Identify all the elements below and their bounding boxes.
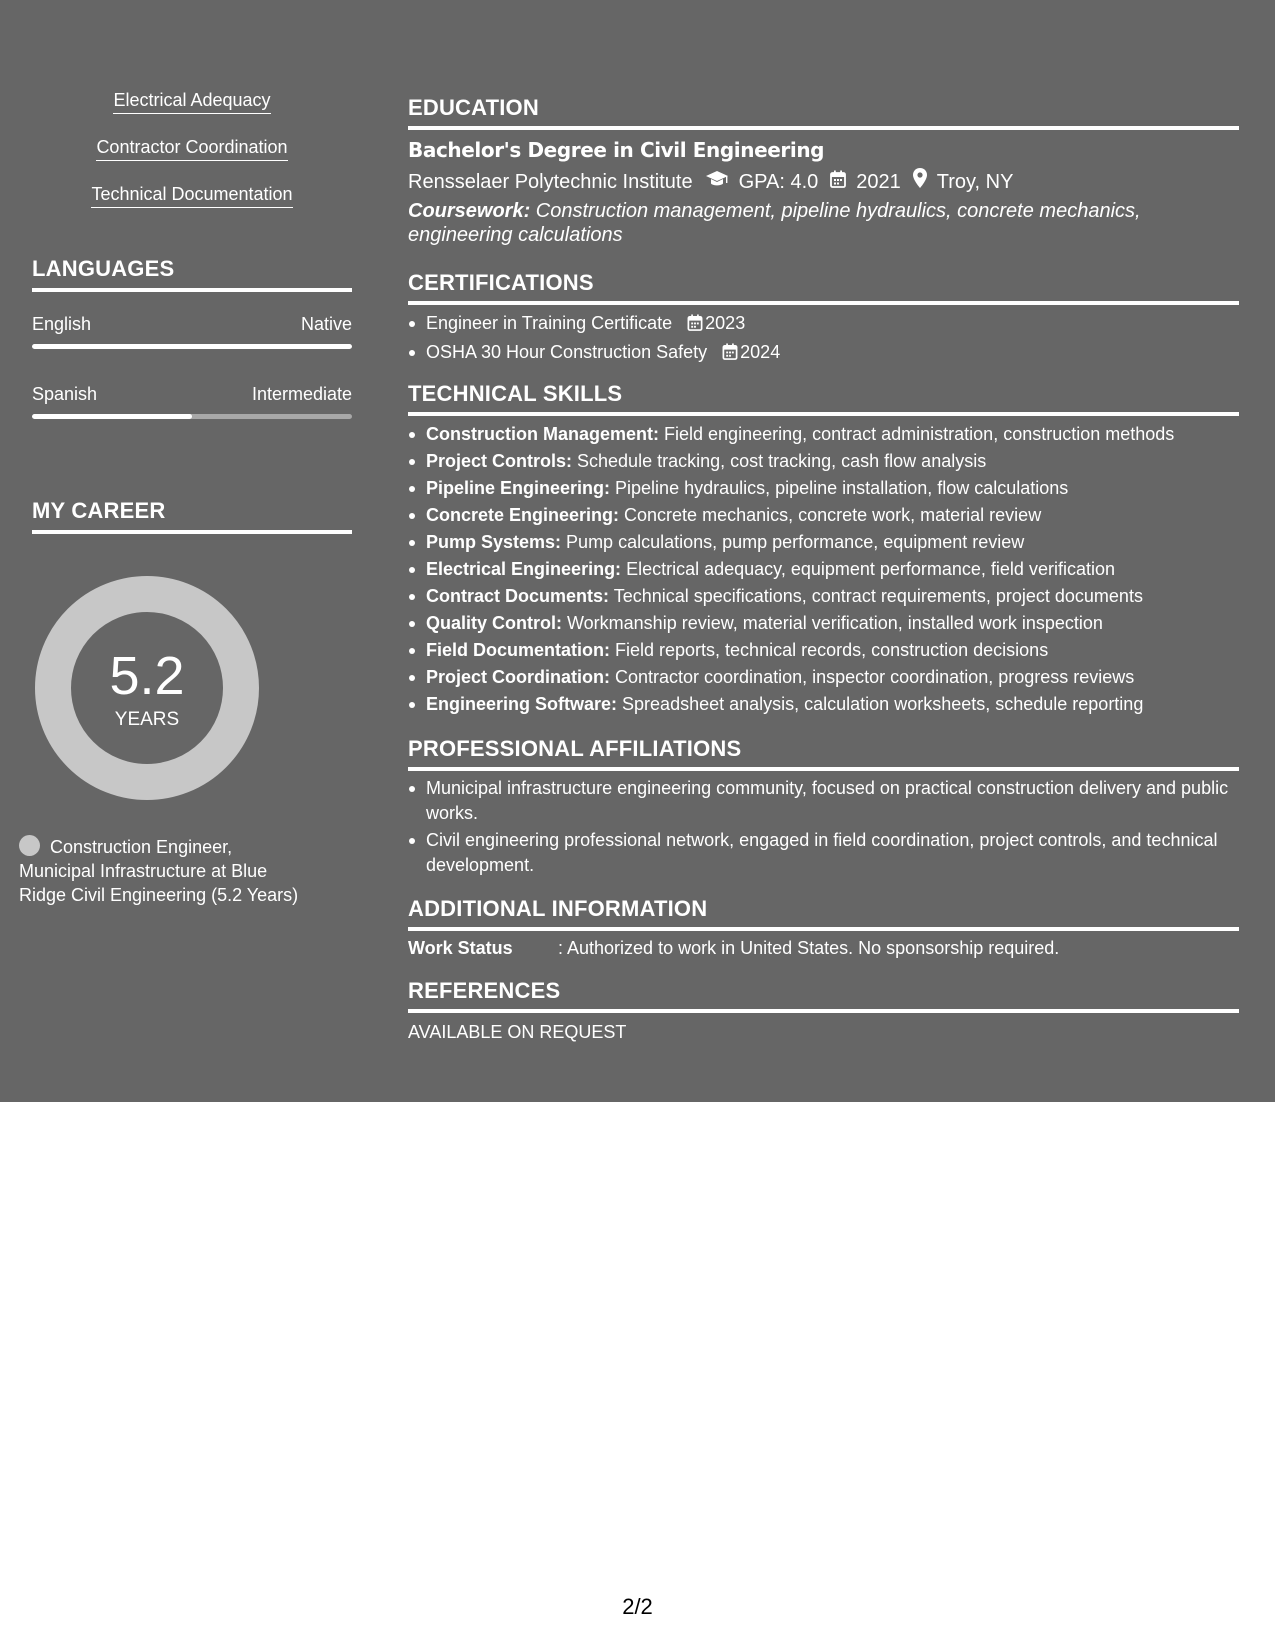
languages-title: LANGUAGES xyxy=(32,256,352,292)
certifications-title: CERTIFICATIONS xyxy=(408,269,1239,305)
technical-skill-label: Project Controls: xyxy=(426,451,573,471)
graduation-year: 2021 xyxy=(856,170,901,193)
technical-skill-item xyxy=(408,637,1239,664)
work-status-label: Work Status xyxy=(408,938,513,958)
technical-skill-text: Spreadsheet analysis, calculation worksheets, schedule reporting xyxy=(617,694,1144,714)
technical-skill-label: Quality Control: xyxy=(426,613,562,633)
certification-year: 2023 xyxy=(705,313,746,333)
technical-skill-text: Pipeline hydraulics, pipeline installation, flow calculations xyxy=(610,478,1069,498)
technical-skill-text: Electrical adequacy, equipment performance, field verification xyxy=(621,559,1115,579)
certification-name: OSHA 30 Hour Construction Safety xyxy=(426,342,708,362)
technical-skill-text: Concrete mechanics, concrete work, material review xyxy=(619,505,1042,525)
technical-skill-text: Schedule tracking, cost tracking, cash flow analysis xyxy=(572,451,987,471)
technical-skill-text: Workmanship review, material verification, installed work inspection xyxy=(562,613,1103,633)
skill-link[interactable]: Technical Documentation xyxy=(91,182,292,208)
school-location: Troy, NY xyxy=(936,170,1014,193)
career-legend-text: Construction Engineer, Municipal Infrastructure at Blue Ridge Civil Engineering (5.2 Years) xyxy=(19,837,299,905)
technical-skill-label: Engineering Software: xyxy=(426,694,618,714)
technical-skill-item xyxy=(408,610,1239,637)
technical-skill-label: Field Documentation: xyxy=(426,640,610,660)
references-text: AVAILABLE ON REQUEST xyxy=(408,1022,627,1042)
coursework-label: Coursework: xyxy=(408,200,531,222)
affiliations-title: PROFESSIONAL AFFILIATIONS xyxy=(408,735,1239,771)
additional-info-title: ADDITIONAL INFORMATION xyxy=(408,895,1239,931)
certifications-list xyxy=(408,310,1239,368)
certification-year: 2024 xyxy=(740,342,781,362)
technical-skill-label: Contract Documents: xyxy=(426,586,610,606)
career-legend-item xyxy=(19,835,309,907)
calendar-icon xyxy=(687,312,703,339)
technical-skill-text: Field engineering, contract administration, construction methods xyxy=(659,424,1175,444)
page-number: 2/2 xyxy=(622,1594,653,1619)
calendar-icon xyxy=(722,341,738,368)
education-meta xyxy=(408,168,1013,195)
career-unit: YEARS xyxy=(114,709,180,730)
language-name: English xyxy=(32,314,92,334)
work-status-value: : Authorized to work in United States. No sponsorship required. xyxy=(558,938,1060,958)
technical-skill-item xyxy=(408,448,1239,475)
technical-skill-text: Field reports, technical records, construction decisions xyxy=(610,640,1049,660)
legend-dot-icon xyxy=(19,835,40,856)
affiliation-item: Municipal infrastructure engineering community, focused on practical construction delivery and public works. xyxy=(408,776,1239,826)
technical-skill-item xyxy=(408,664,1239,691)
language-bar-fill xyxy=(32,344,352,349)
technical-skill-label: Pump Systems: xyxy=(426,532,562,552)
technical-skill-label: Construction Management: xyxy=(426,424,660,444)
skill-link[interactable]: Contractor Coordination xyxy=(96,135,287,161)
technical-skill-item xyxy=(408,475,1239,502)
technical-skills-title: TECHNICAL SKILLS xyxy=(408,380,1239,416)
technical-skill-label: Concrete Engineering: xyxy=(426,505,620,525)
career-title: MY CAREER xyxy=(32,498,352,534)
technical-skill-label: Pipeline Engineering: xyxy=(426,478,611,498)
calendar-icon xyxy=(830,169,846,195)
language-bar xyxy=(32,344,352,349)
technical-skill-item xyxy=(408,583,1239,610)
career-total-years: 5.2 xyxy=(109,646,185,706)
education-title: EDUCATION xyxy=(408,94,1239,130)
coursework xyxy=(408,199,1239,247)
language-bar-fill xyxy=(32,414,192,419)
language-row xyxy=(32,312,352,336)
language-level: Intermediate xyxy=(251,384,352,404)
technical-skill-label: Electrical Engineering: xyxy=(426,559,622,579)
technical-skill-text: Pump calculations, pump performance, equipment review xyxy=(561,532,1025,552)
certification-item xyxy=(408,310,1239,339)
technical-skill-item xyxy=(408,421,1239,448)
language-name: Spanish xyxy=(32,384,98,404)
language-row xyxy=(32,382,352,406)
work-status-row xyxy=(408,936,1059,960)
technical-skill-item xyxy=(408,691,1239,718)
affiliations-list xyxy=(408,776,1239,880)
certification-item xyxy=(408,339,1239,368)
language-level: Native xyxy=(300,314,352,334)
references-title: REFERENCES xyxy=(408,977,1239,1013)
school-name: Rensselaer Polytechnic Institute xyxy=(408,170,693,193)
technical-skill-text: Contractor coordination, inspector coordination, progress reviews xyxy=(610,667,1135,687)
technical-skill-item xyxy=(408,529,1239,556)
graduation-cap-icon xyxy=(705,169,729,195)
location-pin-icon xyxy=(913,168,927,195)
language-bar xyxy=(32,414,352,419)
degree-title: Bachelor's Degree in Civil Engineering xyxy=(408,138,825,162)
coursework-text: Construction management, pipeline hydraulics, concrete mechanics, engineering calculations xyxy=(408,200,1141,246)
technical-skill-item xyxy=(408,502,1239,529)
technical-skill-label: Project Coordination: xyxy=(426,667,610,687)
technical-skill-item xyxy=(408,556,1239,583)
certification-name: Engineer in Training Certificate xyxy=(426,313,673,333)
skill-link[interactable]: Electrical Adequacy xyxy=(113,88,270,114)
affiliation-item: Civil engineering professional network, engaged in field coordination, project controls, and technical development. xyxy=(408,828,1239,878)
technical-skills-list xyxy=(408,421,1239,718)
technical-skill-text: Technical specifications, contract requirements, project documents xyxy=(609,586,1143,606)
gpa: GPA: 4.0 xyxy=(738,170,819,193)
skill-links xyxy=(32,88,352,229)
